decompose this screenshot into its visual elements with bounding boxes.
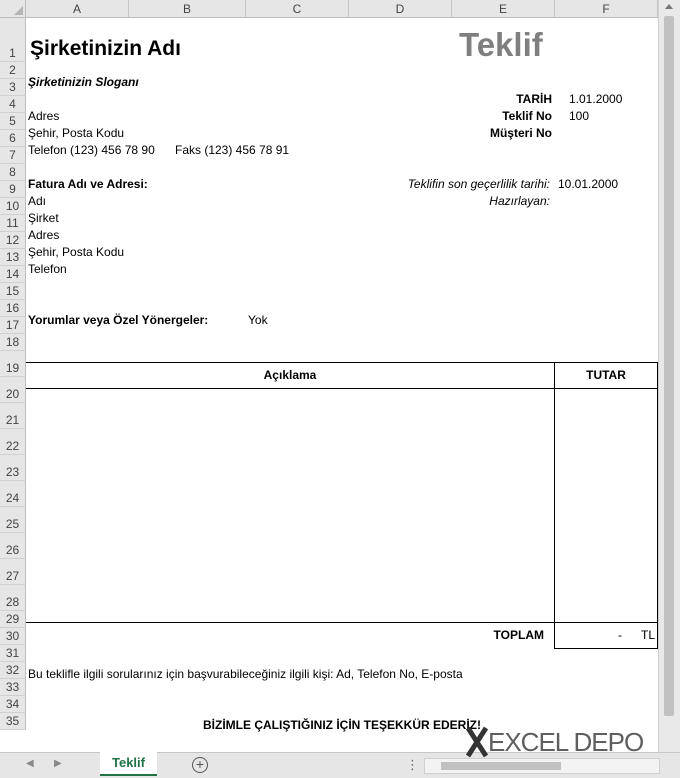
column-header-c[interactable]: C xyxy=(246,0,349,18)
prepared-label: Hazırlayan: xyxy=(489,194,550,208)
thank-you-message[interactable]: BİZİMLE ÇALIŞTIĞINIZ İÇİN TEŞEKKÜR EDERİZ! xyxy=(203,718,481,732)
total-label: TOPLAM xyxy=(493,628,544,642)
row-header[interactable]: 28 xyxy=(0,585,26,611)
row-header[interactable]: 27 xyxy=(0,559,26,585)
sheet-tab-teklif[interactable]: Teklif xyxy=(100,752,157,776)
company-address[interactable]: Adres xyxy=(28,109,60,123)
column-header-f[interactable]: F xyxy=(555,0,658,18)
watermark-x-icon xyxy=(466,726,488,758)
total-currency: TL xyxy=(641,628,656,642)
row-header[interactable]: 8 xyxy=(0,164,26,181)
horizontal-scroll-thumb[interactable] xyxy=(441,762,561,770)
row-header[interactable]: 1 xyxy=(0,18,26,62)
document-title[interactable]: Teklif xyxy=(459,26,543,63)
row-header[interactable]: 30 xyxy=(0,628,26,645)
total-box-bottom xyxy=(554,648,658,649)
tab-scroll-left-icon[interactable]: ◀ xyxy=(26,758,34,769)
billing-name[interactable]: Adı xyxy=(28,194,47,208)
row-header[interactable]: 6 xyxy=(0,130,26,147)
row-header[interactable]: 32 xyxy=(0,662,26,679)
watermark-text: EXCEL DEPO xyxy=(488,727,644,757)
row-header[interactable]: 11 xyxy=(0,215,26,232)
row-header[interactable]: 3 xyxy=(0,79,26,96)
row-header[interactable]: 23 xyxy=(0,455,26,481)
row-header[interactable]: 31 xyxy=(0,645,26,662)
row-header[interactable]: 14 xyxy=(0,266,26,283)
row-header[interactable]: 21 xyxy=(0,403,26,429)
column-header-b[interactable]: B xyxy=(129,0,246,18)
customer-no-label: Müşteri No xyxy=(489,126,552,140)
horizontal-scrollbar[interactable] xyxy=(424,758,660,774)
company-city[interactable]: Şehir, Posta Kodu xyxy=(28,126,125,140)
row-header[interactable]: 26 xyxy=(0,533,26,559)
table-bottom-border xyxy=(26,622,658,623)
validity-value[interactable]: 10.01.2000 xyxy=(558,177,619,191)
company-slogan[interactable]: Şirketinizin Sloganı xyxy=(28,75,139,89)
select-all-corner[interactable] xyxy=(0,0,26,18)
billing-phone[interactable]: Telefon xyxy=(28,262,67,276)
column-header-a[interactable]: A xyxy=(26,0,129,18)
row-header[interactable]: 19 xyxy=(0,351,26,377)
row-header[interactable]: 9 xyxy=(0,181,26,198)
billing-address[interactable]: Adres xyxy=(28,228,60,242)
comments-value[interactable]: Yok xyxy=(248,313,268,327)
row-header[interactable]: 29 xyxy=(0,611,26,628)
row-header[interactable]: 33 xyxy=(0,679,26,696)
quote-no-value[interactable]: 100 xyxy=(569,109,590,123)
row-header[interactable]: 7 xyxy=(0,147,26,164)
row-header[interactable]: 20 xyxy=(0,377,26,403)
add-sheet-icon[interactable]: + xyxy=(192,757,208,773)
row-header[interactable]: 34 xyxy=(0,696,26,713)
row-header[interactable]: 17 xyxy=(0,317,26,334)
row-header[interactable]: 16 xyxy=(0,300,26,317)
more-options-icon[interactable]: ⋮ xyxy=(406,757,419,772)
vertical-scrollbar[interactable] xyxy=(658,0,680,752)
row-header[interactable]: 25 xyxy=(0,507,26,533)
table-header-border xyxy=(26,388,658,389)
description-header[interactable]: Açıklama xyxy=(263,368,317,382)
row-header[interactable]: 18 xyxy=(0,334,26,351)
validity-label: Teklifin son geçerlilik tarihi: xyxy=(407,177,550,191)
row-header[interactable]: 12 xyxy=(0,232,26,249)
billing-city[interactable]: Şehir, Posta Kodu xyxy=(28,245,125,259)
column-header-e[interactable]: E xyxy=(452,0,555,18)
total-value[interactable]: - xyxy=(618,628,622,642)
row-header[interactable]: 15 xyxy=(0,283,26,300)
date-value[interactable]: 1.01.2000 xyxy=(569,92,623,106)
billing-company[interactable]: Şirket xyxy=(28,211,59,225)
amount-header[interactable]: TUTAR xyxy=(586,368,626,382)
row-header[interactable]: 24 xyxy=(0,481,26,507)
billing-heading[interactable]: Fatura Adı ve Adresi: xyxy=(28,177,148,191)
company-fax[interactable]: Faks (123) 456 78 91 xyxy=(175,143,290,157)
quote-no-label: Teklif No xyxy=(502,109,552,123)
company-phone[interactable]: Telefon (123) 456 78 90 xyxy=(28,143,155,157)
contact-line[interactable]: Bu teklifle ilgili sorularınız için başvurabileceğiniz ilgili kişi: Ad, Telefon No, E-posta xyxy=(28,667,463,681)
row-header[interactable]: 13 xyxy=(0,249,26,266)
row-header[interactable]: 22 xyxy=(0,429,26,455)
date-label: TARİH xyxy=(516,92,552,106)
row-header[interactable]: 35 xyxy=(0,713,26,730)
row-header[interactable]: 5 xyxy=(0,113,26,130)
company-name[interactable]: Şirketinizin Adı xyxy=(30,37,181,60)
scroll-up-icon[interactable] xyxy=(665,4,673,9)
vertical-scroll-thumb[interactable] xyxy=(664,16,674,716)
row-header[interactable]: 2 xyxy=(0,62,26,79)
table-top-border xyxy=(26,362,658,363)
column-header-d[interactable]: D xyxy=(349,0,452,18)
tab-scroll-right-icon[interactable]: ▶ xyxy=(54,758,62,769)
table-column-divider xyxy=(554,362,555,648)
comments-label[interactable]: Yorumlar veya Özel Yönergeler: xyxy=(28,313,209,327)
row-header[interactable]: 4 xyxy=(0,96,26,113)
row-header[interactable]: 10 xyxy=(0,198,26,215)
